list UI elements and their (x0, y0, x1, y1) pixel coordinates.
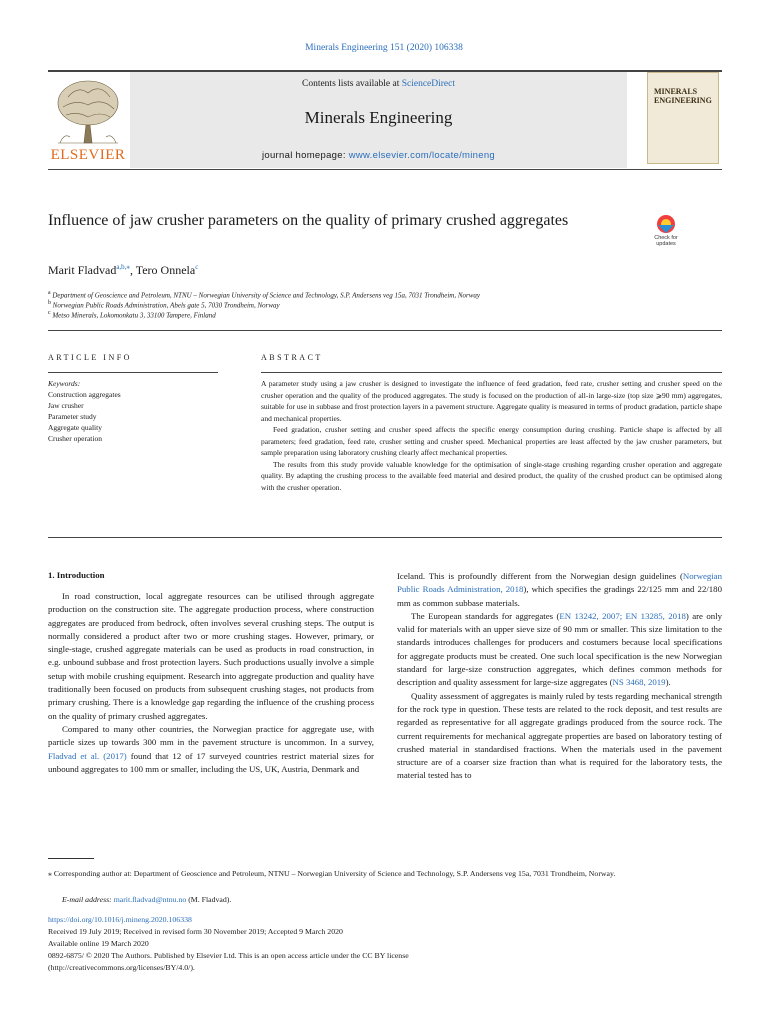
body-paragraph: The European standards for aggregates (EN 13242, 2007; EN 13285, 2018) are only valid for materials with an upper sieve size of 90 mm or smaller. This size limitation to the standards introduces challenges for producers and costumers because local specifications for aggregate products must be created. One such local specification is the new Norwegian standard for large-size construction aggregates, which defines common methods for description and quality assessment for large-size aggregates (NS 3468, 2019). (397, 610, 722, 688)
journal-cover-thumbnail[interactable] (647, 72, 719, 164)
keyword-item: Jaw crusher (48, 401, 84, 410)
corresponding-author-note: ⁎ Corresponding author at: Department of Geoscience and Petroleum, NTNU – Norwegian University of Science and Technology, S.P. Andersens veg 15a, 7031 Trondheim, Norway. (48, 869, 616, 878)
abstract-paragraph: Feed gradation, crusher setting and crusher speed affects the specific energy consumption during crushing. Particle shape is affected by all parameters; feed gradation, feed rate, crusher setting and crusher speed. Mechanical properties are least affected by the jaw crusher parameters, but sample preparation using laboratory crushing clearly affect mechanical properties. (261, 425, 722, 457)
abstract-paragraph: The results from this study provide valuable knowledge for the optimisation of single-stage crushing regarding crusher operation and aggregate quality. By adapting the crushing process to the available feed material and desired product, the quality of the crushed product can be optimised along with the crusher operation. (261, 459, 722, 492)
body-column-left (48, 590, 374, 776)
journal-homepage: journal homepage: www.elsevier.com/locate/mineng (261, 150, 495, 161)
body-paragraph: Iceland. This is profoundly different from the Norwegian design guidelines (Norwegian Public Roads Administration, 2018), which specifies the gradings 22/125 mm and 22/180 mm as common subbase materials. (397, 571, 722, 608)
article-info-rule (48, 372, 218, 373)
keyword-item: Parameter study (48, 412, 97, 421)
abstract-rule (261, 372, 722, 373)
contents-available: Contents lists available at ScienceDirect (301, 79, 455, 89)
elsevier-wordmark: ELSEVIER (50, 147, 126, 163)
license-url: (http://creativecommons.org/licenses/BY/4.0/). (48, 963, 195, 972)
article-title: Influence of jaw crusher parameters on the quality of primary crushed aggregates (48, 212, 569, 229)
cover-title: MINERALS ENGINEERING (654, 87, 712, 105)
keyword-item: Crusher operation (48, 434, 102, 443)
body-column-right (397, 570, 722, 783)
journal-title: Minerals Engineering (304, 108, 453, 127)
citation-link[interactable]: Norwegian Public Roads Administration, 2018 (397, 571, 722, 595)
body-paragraph: Compared to many other countries, the Norwegian practice for aggregate use, with particle sizes up towards 300 mm in the pavement structure is uncommon. In a survey, Fladvad et al. (2017) found that 12 of 17 surveyed countries restrict material sizes for unbound aggregates to 100 mm or smaller, including the US, UK, Austria, Denmark and (48, 723, 374, 774)
abstract-paragraph: A parameter study using a jaw crusher is designed to investigate the influence of feed gradation, feed rate, crusher setting and crusher speed on the crusher operation and the quality of the produced aggregates. The study is focused on the production of all-in large-size (top size ⩾90 mm) aggregates, suitable for use in subbase and frost protection layers in a pavement structure. Aggregate quality is measured in terms of product gradation, particle shape and mechanical properties. (261, 379, 722, 423)
header-bottom-rule (48, 169, 722, 170)
keyword-item: Aggregate quality (48, 423, 102, 432)
citation-link[interactable]: EN 13242, 2007; EN 13285, 2018 (559, 610, 686, 621)
author-list (48, 263, 198, 278)
author-name: , Tero Onnela (129, 263, 196, 277)
journal-reference[interactable]: Minerals Engineering 151 (2020) 106338 (305, 43, 463, 53)
footnote-rule (48, 858, 94, 859)
crossmark-label: Check for updates (654, 235, 678, 247)
received-dates: Received 19 July 2019; Received in revised form 30 November 2019; Accepted 9 March 2020 (48, 927, 343, 936)
sciencedirect-link[interactable]: ScienceDirect (401, 79, 455, 89)
abstract-heading: ABSTRACT (261, 353, 323, 362)
author-name: Marit Fladvad (48, 263, 117, 277)
homepage-link[interactable]: www.elsevier.com/locate/mineng (348, 150, 495, 161)
affiliation: $^c$ Metso Minerals, Lokomonkatu 3, 33100 Tampere, Finland (48, 310, 216, 320)
section-rule (48, 330, 722, 331)
abstract-bottom-rule (48, 537, 722, 538)
crossmark-icon[interactable] (648, 213, 684, 253)
email-note: E-mail address: marit.fladvad@ntnu.no (M. Fladvad). (62, 895, 232, 904)
body-paragraph: In road construction, local aggregate resources can be utilised through aggregate production on the construction site. The aggregate production process, where construction aggregates are produced from bedrock, often involves several crushing steps. The output is normally considered a product after two or more crushing stages. However, primary, or single-stage, crushed aggregate materials can be used as products in road construction, in e.g. unbound subbase and frost protection layers. Such productions usually involve a simple setup with mobile crushing equipment. Research into aggregate production and quality have traditionally been focused on products from subsequent crushing stages, not products from primary crushing. There is a knowledge gap regarding the influence of the crushing process on the quality of primary crushed aggregates. (48, 591, 374, 721)
affiliation: $^b$ Norwegian Public Roads Administration, Abels gate 5, 7030 Trondheim, Norway (48, 300, 280, 310)
citation-link[interactable]: Fladvad et al. (2017) (48, 750, 127, 761)
doi-link[interactable]: https://doi.org/10.1016/j.mineng.2020.106338 (48, 915, 192, 924)
body-paragraph: Quality assessment of aggregates is mainly ruled by tests regarding mechanical strength for the rock type in question. These tests are related to the rock deposit, and test results are regarded as representative for all aggregate gradings produced from the source rock. The current requirements for mechanical aggregate properties are based on laboratory testing of crushed material in standardised fractions. When the materials used in the pavement structure are of a coarser size fraction than what is required for the laboratory tests, the material tested has to (397, 690, 722, 781)
section-heading: 1. Introduction (48, 570, 105, 580)
abstract-body (261, 378, 722, 493)
article-info-heading: ARTICLE INFO (48, 353, 132, 362)
affiliation: $^a$ Department of Geoscience and Petroleum, NTNU – Norwegian University of Science and Technology, S.P. Andersens veg 15a, 7031 Trondheim, Norway (48, 290, 481, 300)
author-affiliation-marker[interactable]: a,b,⁎ (116, 263, 130, 271)
keywords-label: Keywords: (48, 379, 81, 388)
author-affiliation-marker[interactable]: c (195, 263, 199, 271)
license-note: 0892-6875/ © 2020 The Authors. Published by Elsevier Ltd. This is an open access article under the CC BY license (48, 951, 409, 960)
email-link[interactable]: marit.fladvad@ntnu.no (113, 895, 187, 904)
keyword-item: Construction aggregates (48, 390, 121, 399)
citation-link[interactable]: NS 3468, 2019 (612, 677, 666, 688)
available-online: Available online 19 March 2020 (48, 939, 149, 948)
